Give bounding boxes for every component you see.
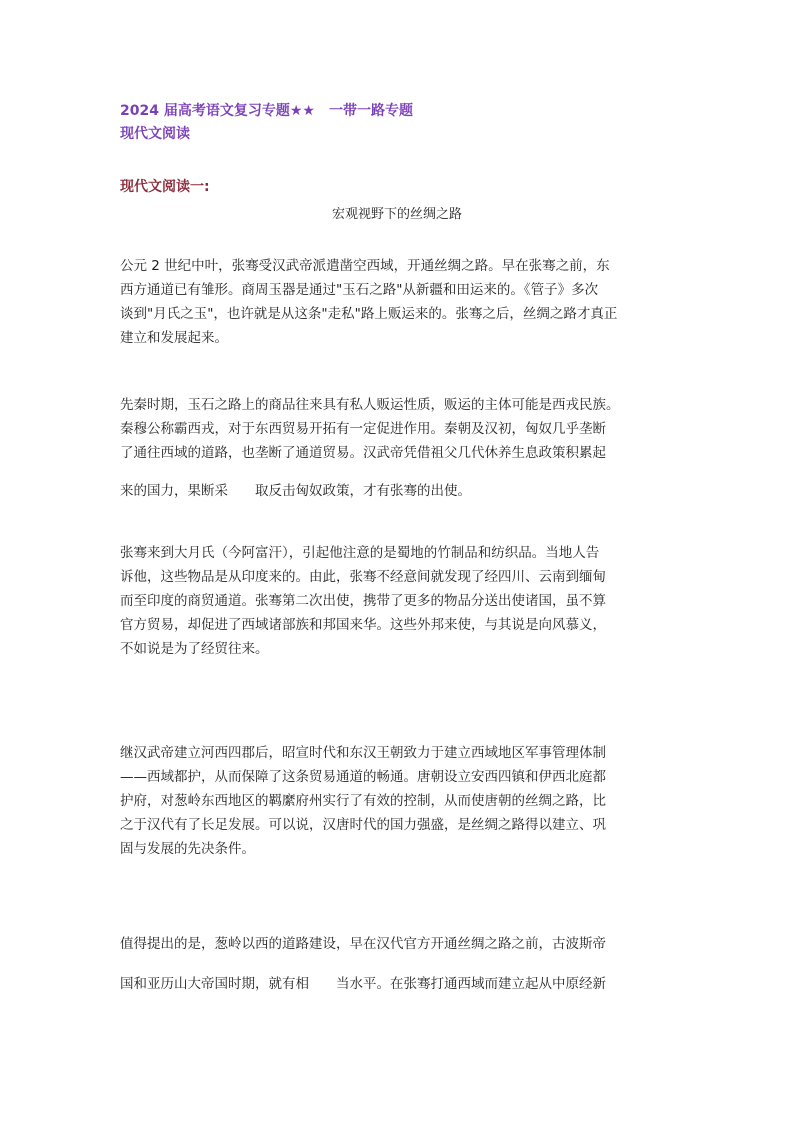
- paragraph-4: [120, 741, 690, 861]
- paragraph-line: 先秦时期，玉石之路上的商品往来具有私人贩运性质，贩运的主体可能是西戎民族。: [120, 397, 620, 413]
- paragraph-line: 继汉武帝建立河西四郡后，昭宣时代和东汉王朝致力于建立西域地区军事管理体制: [120, 745, 606, 761]
- paragraph-line: 国和亚历山大帝国时期，就有相 当水平。在张骞打通西域而建立起从中原经新: [120, 976, 606, 992]
- paragraph-line: 了通往西域的道路，也垄断了通道贸易。汉武帝凭借祖父几代休养生息政策积累起: [120, 445, 606, 461]
- article-title: 宏观视野下的丝绸之路: [331, 207, 462, 222]
- paragraph-line: 公元 2 世纪中叶，张骞受汉武帝派遣凿空西域，开通丝绸之路。早在张骞之前，东: [120, 258, 610, 274]
- paragraph-3: [120, 541, 690, 661]
- paragraph-line: 不如说是为了经贸往来。: [120, 641, 269, 657]
- paragraph-line: 值得提出的是，葱岭以西的道路建设，早在汉代官方开通丝绸之路之前，古波斯帝: [120, 936, 606, 952]
- paragraph-line: 秦穆公称霸西戎，对于东西贸易开拓有一定促进作用。秦朝及汉初，匈奴几乎垄断: [120, 421, 606, 437]
- paragraph-line: 来的国力，果断采 取反击匈奴政策，才有张骞的出使。: [120, 483, 471, 499]
- paragraph-line: 西方通道已有雏形。商周玉器是通过"玉石之路"从新疆和田运来的。《管子》多次: [120, 282, 599, 298]
- paragraph-line: 而至印度的商贸通道。张骞第二次出使，携带了更多的物品分送出使诸国，虽不算: [120, 593, 606, 609]
- document-title: 2024 届高考语文复习专题★★ 一带一路专题: [120, 103, 413, 119]
- paragraph-line: 谈到"月氏之玉"，也许就是从这条"走私"路上贩运来的。张骞之后，丝绸之路才真正: [120, 306, 618, 322]
- paragraph-line: ——西域都护，从而保障了这条贸易通道的畅通。唐朝设立安西四镇和伊西北庭都: [120, 769, 606, 785]
- paragraph-line: 官方贸易，却促进了西域诸部族和邦国来华。这些外邦来使，与其说是向风慕义，: [120, 617, 606, 633]
- paragraph-line: 护府，对葱岭东西地区的羁縻府州实行了有效的控制，从而使唐朝的丝绸之路，比: [120, 793, 606, 809]
- paragraph-line: 建立和发展起来。: [120, 330, 228, 346]
- section-label: 现代文阅读一:: [120, 179, 210, 195]
- paragraph-line: 张骞来到大月氏（今阿富汗），引起他注意的是蜀地的竹制品和纺织品。当地人告: [120, 545, 600, 561]
- paragraph-1: [120, 254, 690, 350]
- paragraph-2: [120, 393, 690, 503]
- paragraph-line: 诉他，这些物品是从印度来的。由此，张骞不经意间就发现了经四川、云南到缅甸: [120, 569, 606, 585]
- paragraph-5: [120, 932, 690, 996]
- paragraph-line: 固与发展的先决条件。: [120, 841, 255, 857]
- document-subtitle: 现代文阅读: [120, 126, 190, 142]
- paragraph-line: 之于汉代有了长足发展。可以说，汉唐时代的国力强盛，是丝绸之路得以建立、巩: [120, 817, 606, 833]
